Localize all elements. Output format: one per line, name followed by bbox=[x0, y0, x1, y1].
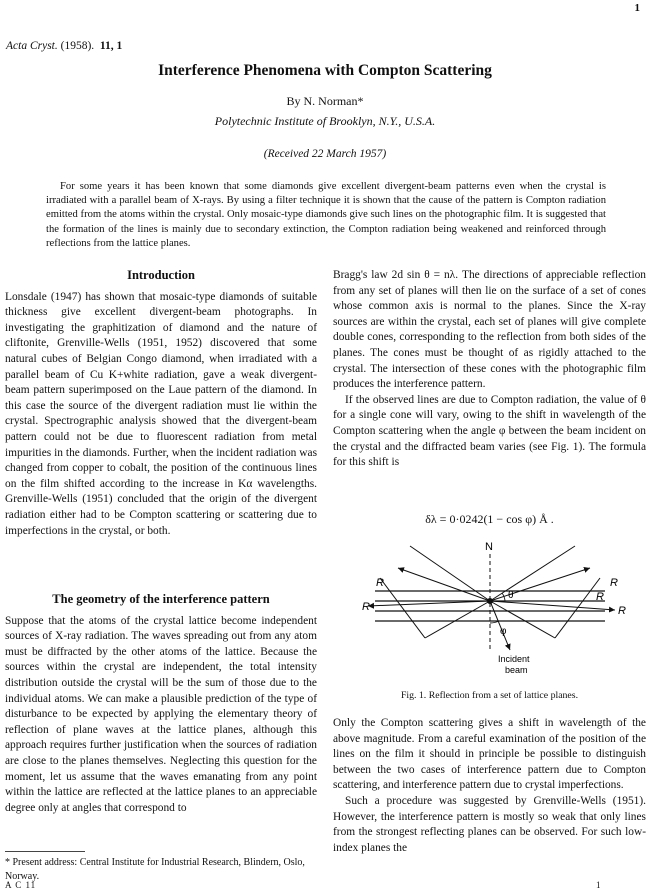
footer-page-number: 1 bbox=[596, 880, 601, 890]
label-R: R bbox=[618, 605, 626, 617]
compton-formula: δλ = 0·0242(1 − cos φ) Å . bbox=[425, 512, 554, 526]
reflected-ray bbox=[398, 568, 490, 601]
right-column-bottom bbox=[333, 716, 646, 856]
cone-ray bbox=[410, 546, 490, 601]
cone-ray bbox=[490, 546, 575, 601]
label-R: R bbox=[596, 591, 604, 603]
page-number-top: 1 bbox=[634, 2, 640, 14]
footer-signature: A C 11 bbox=[5, 880, 37, 890]
left-column-geometry bbox=[5, 592, 317, 816]
journal-volume: 11, 1 bbox=[99, 40, 123, 52]
geometry-text: Suppose that the atoms of the crystal lattice become independent sources of X-ray radiation. The waves spreading out from any atom must be diffracted by the other atoms of the lattice. Because the sources within the crystal are independent, the total intensity distribution outside the crystal will be the sum of those due to the individual atoms. We can make a plausible prediction of the type of disturbance to be expected by applying the elementary theory of reflection of plane waves at the lattice planes, although this approach requires further justification when the sources of radiation are close to the planes themselves. Neglecting this question for the moment, let us assume that the waves emanating from any point within the lattice are reflected at the lattice planes to an appreciable degree only at angles that correspond to bbox=[5, 614, 317, 814]
right-paragraph-4: Such a procedure was suggested by Grenville-Wells (1951). However, the interference pattern is mostly so weak that only lines from the strongest reflecting planes can be observed. For such low-index planes the bbox=[333, 794, 646, 854]
label-R: R bbox=[610, 577, 618, 589]
right-paragraph-2: If the observed lines are due to Compton radiation, the value of θ for a single cone will vary, owing to the shift in wavelength of the Compton scattering when the angle φ between the beam incident on the crystal and the diffracted beam varies (see Fig. 1). The formula for this shift is bbox=[333, 393, 646, 469]
label-phi: φ bbox=[500, 626, 507, 637]
journal-year: (1958). bbox=[60, 40, 95, 52]
right-column-top bbox=[333, 268, 646, 471]
label-incident: Incident bbox=[498, 654, 530, 664]
reflected-ray bbox=[368, 601, 490, 606]
right-paragraph-1: Bragg's law 2d sin θ = nλ. The directions of appreciable reflection from any set of planes will then lie on the surface of a set of cones whose common axis is normal to the planes. Since the X-ray sources are within the crystal, each set of planes will give complete double cones, corresponding to the reflection from both sides of the planes. The cones must be thought of as rigidly attached to the crystal. The intersection of these cones with the photographic film produces the interference pattern. bbox=[333, 269, 646, 391]
right-paragraph-3: Only the Compton scattering gives a shift in wavelength of the above magnitude. From a careful examination of the position of the lines on the film it should in principle be possible to distinguish between the two cases of interference pattern due to Compton scattering, and interference pattern due to crystal imperfections. bbox=[333, 717, 646, 792]
figure-lattice-planes bbox=[350, 538, 640, 686]
author-line bbox=[0, 94, 650, 109]
cone-ray bbox=[380, 578, 425, 638]
journal-name: Acta Cryst. bbox=[6, 40, 58, 52]
label-theta: θ bbox=[508, 590, 514, 601]
author-prefix: By bbox=[286, 94, 301, 108]
intro-heading: Introduction bbox=[127, 268, 195, 282]
abstract: For some years it has been known that some diamonds give excellent divergent-beam patterns even when the crystal is irradiated with a parallel beam of X-rays. By using a filter technique it is shown that the cause of the pattern is Compton radiation emitted from the atoms within the crystal. Only mosaic-type diamonds give such lines on the photographic film. It is suggested that the formation of the lines is mainly due to secondary extinction, the Compton radiation being weakened and reinforced through reflections from the lattice planes. bbox=[46, 181, 606, 249]
received-date: (Received 22 March 1957) bbox=[263, 148, 387, 160]
label-R: R bbox=[362, 601, 370, 613]
label-R: R bbox=[376, 577, 384, 589]
geometry-heading: The geometry of the interference pattern bbox=[52, 592, 270, 606]
cone-ray bbox=[425, 601, 490, 638]
figure-caption: Fig. 1. Reflection from a set of lattice planes. bbox=[400, 690, 579, 701]
paper-title: Interference Phenomena with Compton Scattering bbox=[158, 62, 492, 79]
reflected-ray bbox=[490, 568, 590, 601]
intro-text: Lonsdale (1947) has shown that mosaic-type diamonds of suitable thickness give excellent divergent-beam photographs. In investigating the graphitization of diamond and the nature of cliftonite, Grenville-Wells (1951, 1952) discovered that some natural cubes of Belgian Congo diamond, when irradiated with a parallel beam of Cu K+white radiation, gave a weak divergent-beam pattern superimposed on the Laue pattern of the diamond. In this case the source of the divergent radiation must lie within the crystal. Spectrographic analysis showed that the divergent-beam pattern could not be due to fluorescent radiation from metal impurities in the diamonds. Further, when the incident radiation was changed from copper to cobalt, the position of the continuous lines on the film shifted according to the increase in Kα wavelengths. Grenville-Wells (1951) concluded that the origin of the divergent radiation either had to be Compton scattering or scattering due to imperfections in the crystal, or both. bbox=[5, 290, 317, 537]
journal-citation bbox=[6, 40, 122, 52]
footnote-rule bbox=[5, 851, 85, 852]
author-name: N. Norman* bbox=[303, 94, 364, 108]
label-beam: beam bbox=[505, 665, 528, 675]
affiliation: Polytechnic Institute of Brooklyn, N.Y., U.S.A. bbox=[214, 114, 436, 128]
label-N: N bbox=[485, 541, 493, 553]
source-atom bbox=[487, 598, 493, 604]
left-column bbox=[5, 268, 317, 539]
footnote: * Present address: Central Institute for Industrial Research, Blindern, Oslo, Norway. bbox=[5, 857, 305, 882]
